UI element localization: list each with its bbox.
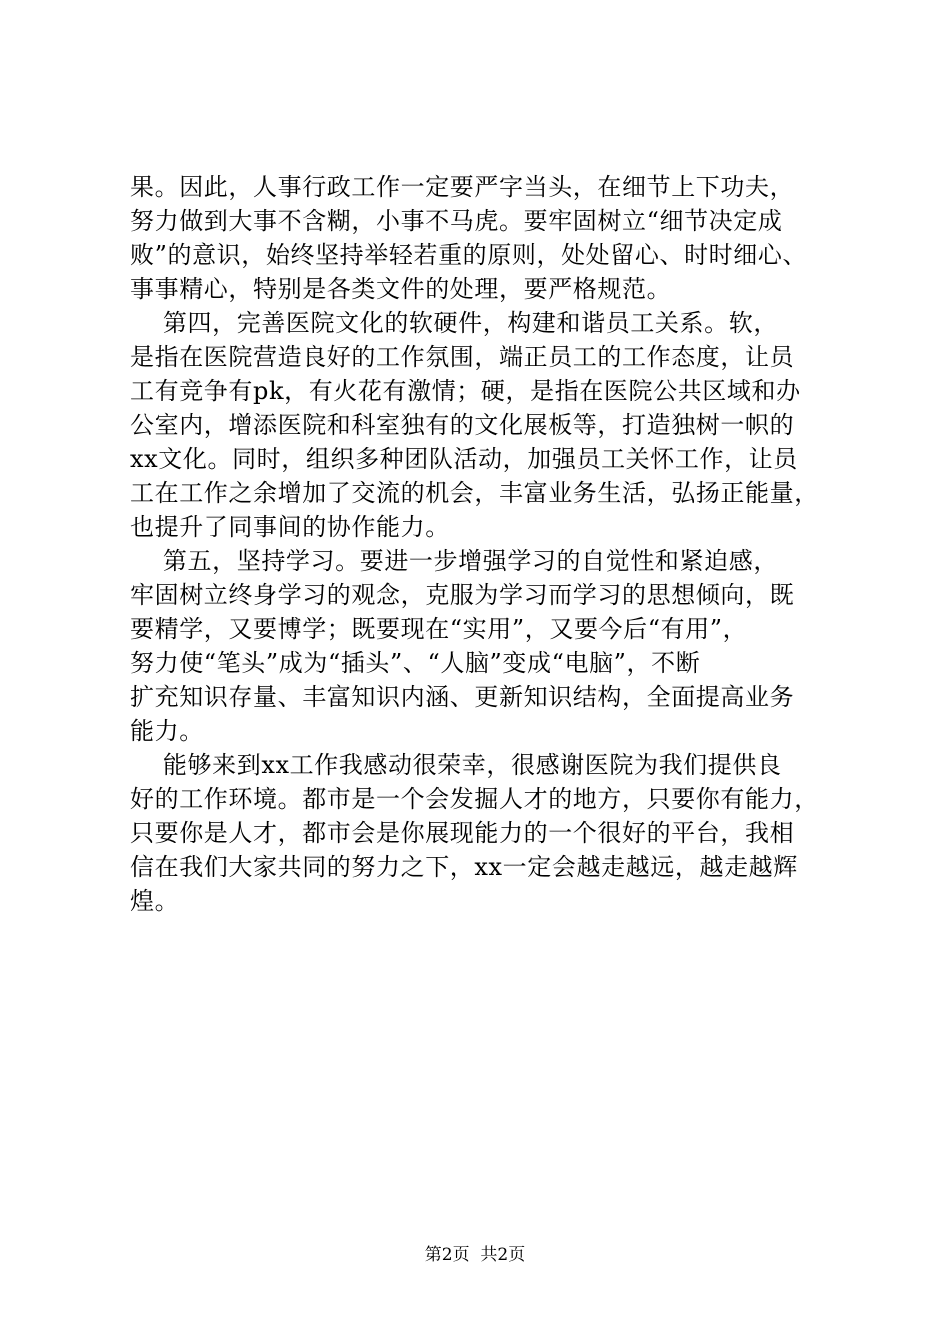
body-line: 果。因此，人事行政工作一定要严字当头，在细节上下功夫， <box>130 173 795 201</box>
body-line: 努力做到大事不含糊，小事不马虎。要牢固树立“细节决定成 <box>130 207 783 235</box>
body-line: 能够来到xx工作我感动很荣幸，很感谢医院为我们提供良 <box>130 751 782 779</box>
body-line: 事事精心，特别是各类文件的处理，要严格规范。 <box>130 275 672 303</box>
body-line: 要精学，又要博学；既要现在“实用”，又要今后“有用”， <box>130 615 748 643</box>
page-footer: 第2页 共2页 <box>424 1245 526 1265</box>
body-line: 公室内，增添医院和科室独有的文化展板等，打造独树一帜的 <box>130 411 795 439</box>
body-line: 只要你是人才，都市会是你展现能力的一个很好的平台，我相 <box>130 819 795 847</box>
body-line: 工有竞争有pk，有火花有激情；硬，是指在医院公共区域和办 <box>130 377 801 405</box>
body-line: 第五，坚持学习。要进一步增强学习的自觉性和紧迫感， <box>130 547 778 575</box>
body-line: 第四，完善医院文化的软硬件，构建和谐员工关系。软， <box>130 309 778 337</box>
document-body <box>130 170 860 918</box>
body-line: 好的工作环境。都市是一个会发掘人才的地方，只要你有能力， <box>130 785 819 813</box>
body-line: 煌。 <box>130 887 180 915</box>
body-line: 工在工作之余增加了交流的机会，丰富业务生活，弘扬正能量， <box>130 479 819 507</box>
body-line: 是指在医院营造良好的工作氛围，端正员工的工作态度，让员 <box>130 343 795 371</box>
body-line: 努力使“笔头”成为“插头”、“人脑”变成“电脑”，不断 <box>130 649 701 677</box>
body-line: 也提升了同事间的协作能力。 <box>130 513 450 541</box>
body-line: 败”的意识，始终坚持举轻若重的原则，处处留心、时时细心、 <box>130 241 808 269</box>
body-line: xx文化。同时，组织多种团队活动，加强员工关怀工作，让员 <box>130 445 798 473</box>
body-line: 能力。 <box>130 717 204 745</box>
body-line: 扩充知识存量、丰富知识内涵、更新知识结构，全面提高业务 <box>130 683 795 711</box>
body-line: 信在我们大家共同的努力之下，xx一定会越走越远，越走越辉 <box>130 853 798 881</box>
body-line: 牢固树立终身学习的观念，克服为学习而学习的思想倾向，既 <box>130 581 795 609</box>
